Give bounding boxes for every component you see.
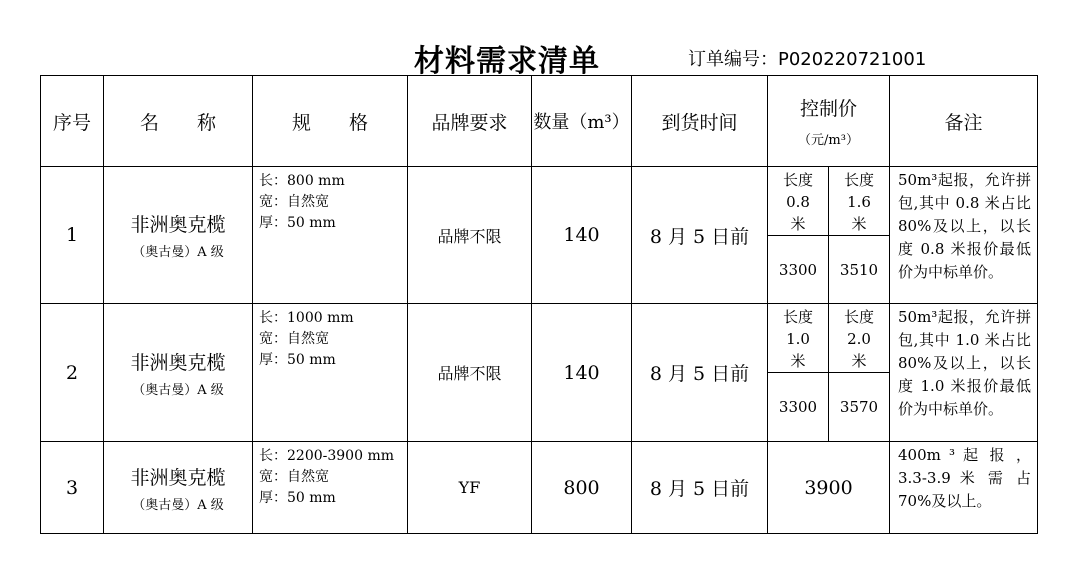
header-price-label: 控制价 — [799, 98, 857, 120]
spec-thickness: 厚：50 mm — [259, 352, 336, 368]
order-number: 订单编号：P020220721001 — [688, 49, 927, 70]
price-left-value: 3300 — [768, 373, 829, 442]
length-unit: 米 — [790, 215, 806, 233]
row-price: 3900 — [768, 442, 890, 534]
header-arrival: 到货时间 — [632, 76, 768, 167]
row-spec — [253, 442, 408, 534]
header-note: 备注 — [890, 76, 1038, 167]
row-note: 400m ³ 起 报 ，3.3-3.9 米 需 占70%及以上。 — [890, 442, 1038, 534]
spec-width: 宽：自然宽 — [259, 469, 329, 485]
row-note: 50m³起报，允许拼包,其中 1.0 米占比 80%及以上，以长度 1.0 米报价最低价为中标单价。 — [890, 304, 1038, 442]
row-qty: 140 — [532, 167, 632, 304]
row-brand: 品牌不限 — [408, 304, 532, 442]
row-seq: 3 — [41, 442, 104, 534]
row-price — [768, 304, 890, 442]
row-name — [104, 167, 253, 304]
row-seq: 2 — [41, 304, 104, 442]
spec-width: 宽：自然宽 — [259, 331, 329, 347]
material-table — [40, 75, 1038, 534]
length-value: 1.6 — [847, 193, 871, 211]
header-qty: 数量（m³） — [532, 76, 632, 167]
length-word: 长度 — [843, 171, 874, 189]
product-name: 非洲奥克榄 — [130, 351, 226, 374]
header-brand: 品牌要求 — [408, 76, 532, 167]
header-price — [768, 76, 890, 167]
length-value: 2.0 — [847, 330, 871, 348]
row-brand: 品牌不限 — [408, 167, 532, 304]
row-spec — [253, 167, 408, 304]
row-price — [768, 167, 890, 304]
table-row — [41, 167, 1038, 304]
table-row — [41, 304, 1038, 442]
length-value: 1.0 — [786, 330, 810, 348]
row-name — [104, 442, 253, 534]
price-split — [768, 167, 889, 303]
header-row — [41, 76, 1038, 167]
price-right-label — [829, 304, 890, 373]
product-grade: （奥古曼）A 级 — [132, 245, 224, 260]
spec-length: 长：800 mm — [259, 173, 345, 189]
table-row — [41, 442, 1038, 534]
length-value: 0.8 — [786, 193, 810, 211]
row-brand: YF — [408, 442, 532, 534]
spec-thickness: 厚：50 mm — [259, 215, 336, 231]
product-name: 非洲奥克榄 — [130, 466, 226, 489]
header-price-unit: （元/m³） — [798, 133, 859, 148]
length-unit: 米 — [851, 352, 867, 370]
header-name: 名 称 — [104, 76, 253, 167]
row-arrival: 8 月 5 日前 — [632, 442, 768, 534]
product-name: 非洲奥克榄 — [130, 214, 226, 236]
row-arrival: 8 月 5 日前 — [632, 167, 768, 304]
row-qty: 140 — [532, 304, 632, 442]
row-spec — [253, 304, 408, 442]
price-left-label — [768, 167, 829, 236]
length-word: 长度 — [782, 308, 813, 326]
length-word: 长度 — [843, 308, 874, 326]
document-title: 材料需求清单 — [414, 44, 600, 79]
product-grade: （奥古曼）A 级 — [132, 382, 224, 398]
header-spec: 规 格 — [253, 76, 408, 167]
header-seq: 序号 — [41, 76, 104, 167]
price-split — [768, 304, 889, 441]
price-left-value: 3300 — [768, 236, 829, 304]
price-right-value: 3510 — [839, 260, 879, 279]
price-left-label — [768, 304, 829, 373]
spec-width: 宽：自然宽 — [259, 194, 329, 210]
length-word: 长度 — [782, 171, 813, 189]
length-unit: 米 — [851, 215, 867, 233]
spec-length: 长：1000 mm — [259, 310, 354, 326]
price-right-value: 3570 — [839, 398, 879, 416]
row-name — [104, 304, 253, 442]
price-right-label — [829, 167, 890, 236]
spec-thickness: 厚：50 mm — [259, 490, 336, 506]
row-seq: 1 — [41, 167, 104, 304]
row-note: 50m³起报，允许拼包,其中 0.8 米占比 80%及以上，以长度 0.8 米报价最低价为中标单价。 — [890, 167, 1038, 304]
length-unit: 米 — [790, 352, 806, 370]
row-arrival: 8 月 5 日前 — [632, 304, 768, 442]
spec-length: 长：2200-3900 mm — [259, 448, 394, 464]
product-grade: （奥古曼）A 级 — [132, 497, 224, 513]
row-qty: 800 — [532, 442, 632, 534]
